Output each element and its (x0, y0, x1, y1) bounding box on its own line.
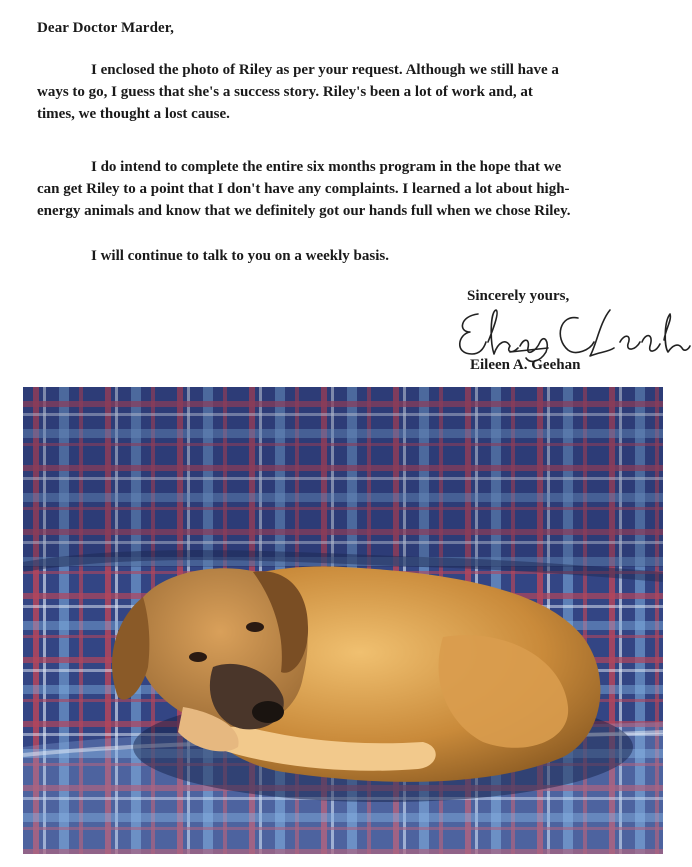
letter-paragraph-2 (37, 156, 687, 222)
dog-photo (23, 387, 663, 854)
letter-paragraph-1 (37, 59, 687, 125)
paragraph-line: energy animals and know that we definitely got our hands full when we chose Riley. (37, 203, 571, 219)
signer-name: Eileen A. Geehan (470, 357, 581, 373)
dog-eye-right (246, 622, 264, 632)
paragraph-line: times, we thought a lost cause. (37, 106, 230, 122)
paragraph-line: I enclosed the photo of Riley as per your request. Although we still have a (91, 62, 559, 78)
dog-nose (252, 701, 284, 723)
paragraph-line: I do intend to complete the entire six months program in the hope that we (91, 159, 562, 175)
dog-on-plaid-couch-image (23, 387, 663, 854)
letter-salutation: Dear Doctor Marder, (37, 20, 174, 36)
paragraph-line: ways to go, I guess that she's a success story. Riley's been a lot of work and, at (37, 84, 533, 100)
paragraph-line: can get Riley to a point that I don't have any complaints. I learned a lot about high- (37, 181, 570, 197)
letter-closing: Sincerely yours, (467, 288, 570, 304)
letter (0, 0, 692, 380)
letter-paragraph-3 (37, 245, 687, 267)
paragraph-line: I will continue to talk to you on a weekly basis. (91, 248, 389, 264)
dog-eye-left (189, 652, 207, 662)
couch-back-cushion (23, 387, 663, 567)
